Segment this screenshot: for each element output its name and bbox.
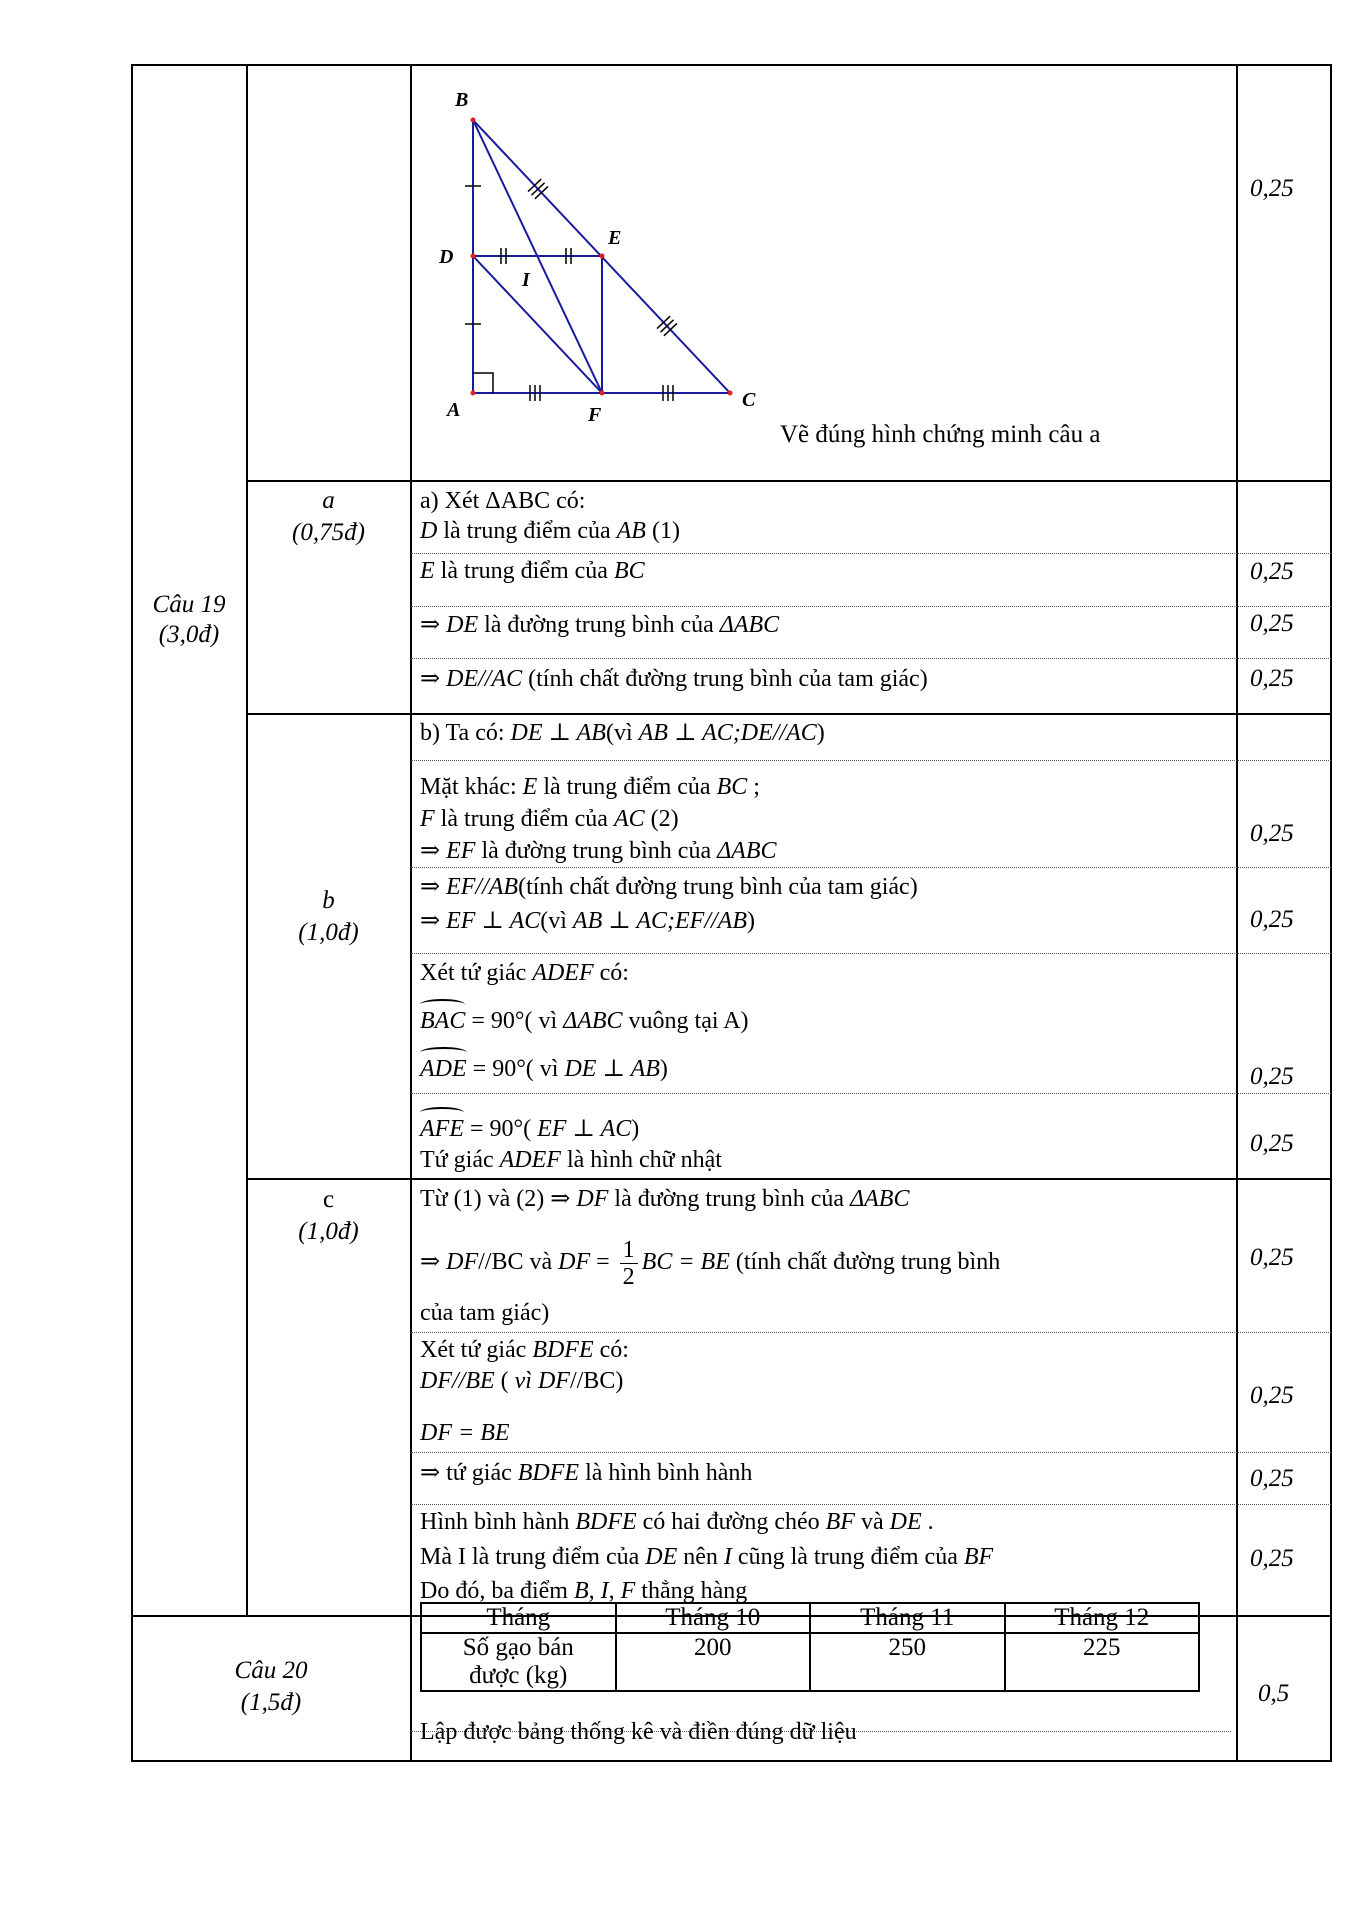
table-cell: 200 [616,1633,811,1691]
part-b-letter: b [322,887,335,914]
c-line-4: Xét tứ giác BDFE có: [420,1337,629,1363]
b-line-1: b) Ta có: DE ⊥ AB(vì AB ⊥ AC;DE//AC) [420,720,825,746]
b-line-9: ADE = 90°( vì DE ⊥ AB) [420,1056,668,1082]
rice-sales-table [420,1602,1200,1692]
table-header: Tháng 12 [1005,1603,1200,1633]
part-c-points: (1,0đ) [298,1218,359,1245]
dotted-sep [411,658,1331,659]
b-score-3: 0,25 [1250,1063,1294,1090]
figure-score: 0,25 [1250,175,1294,202]
part-b-points: (1,0đ) [298,919,359,946]
table-row [421,1603,1199,1633]
point-label-E: E [608,227,622,249]
b-line-7: Xét tứ giác ADEF có: [420,960,629,986]
b-score-2: 0,25 [1250,906,1294,933]
row-sep-a [246,713,1332,715]
right-angle-mark [473,373,493,393]
part-c-label [247,1184,410,1248]
dotted-sep [411,867,1331,868]
table-cell: 250 [810,1633,1005,1691]
c-score-1: 0,25 [1250,1244,1294,1271]
point-label-C: C [742,389,756,411]
dotted-sep [411,1093,1331,1094]
q20-points: (1,5đ) [240,1689,302,1716]
part-a-letter: a [322,487,335,514]
q19-label [132,590,246,650]
dotted-sep [411,606,1331,607]
b-line-6: ⇒ EF ⊥ AC(vì AB ⊥ AC;EF//AB) [420,908,755,934]
frame-bottom [131,1760,1332,1762]
row-sep-b [246,1178,1332,1180]
figure-caption: Vẽ đúng hình chứng minh câu a [780,421,1101,448]
dotted-sep [411,553,1331,554]
a-score-2: 0,25 [1250,610,1294,637]
b-line-3: F là trung điểm của AC (2) [420,806,679,832]
table-row [421,1633,1199,1691]
c-line-8: Hình bình hành BDFE có hai đường chéo BF và DE . [420,1509,934,1535]
dotted-sep [411,953,1331,954]
one-half-fraction: $\frac{1}{2}$ [620,1237,638,1290]
table-header: Tháng 11 [810,1603,1005,1633]
q20-score: 0,5 [1258,1680,1290,1707]
frame-col4 [1236,64,1238,1761]
b-line-4: ⇒ EF là đường trung bình của ΔABC [420,838,777,864]
c-line-6: DF = BE [420,1420,510,1446]
part-b-label [247,885,410,949]
c-line-1: Từ (1) và (2) ⇒ DF là đường trung bình của ΔABC [420,1186,910,1212]
a-line-4: ⇒ DE là đường trung bình của ΔABC [420,612,780,638]
c-score-2: 0,25 [1250,1382,1294,1409]
dotted-sep [411,1504,1331,1505]
dotted-sep [411,1452,1331,1453]
q19-title: Câu 19 [152,591,226,618]
a-score-3: 0,25 [1250,665,1294,692]
c-line-7: ⇒ tứ giác BDFE là hình bình hành [420,1460,753,1486]
table-header: Tháng 10 [616,1603,811,1633]
c-score-3: 0,25 [1250,1465,1294,1492]
b-line-10: AFE = 90°( EF ⊥ AC) [420,1116,640,1142]
q19-points: (3,0đ) [158,621,220,648]
point-label-A: A [447,399,461,421]
point-label-B: B [455,89,469,111]
table-row-label: Số gạo bán được (kg) [421,1633,616,1691]
c-line-5: DF//BE ( vì DF//BC) [420,1368,624,1394]
c-line-9: Mà I là trung điểm của DE nên I cũng là trung điểm của BF [420,1544,994,1570]
point-label-I: I [522,269,530,291]
table-cell: 225 [1005,1633,1200,1691]
part-c-letter: c [322,1186,335,1213]
b-line-2: Mặt khác: E là trung điểm của BC ; [420,774,760,800]
q20-label [132,1655,410,1719]
c-score-4: 0,25 [1250,1545,1294,1572]
a-line-1: a) Xét ΔABC có: [420,488,586,514]
b-line-8: BAC = 90°( vì ΔABC vuông tại A) [420,1008,749,1034]
b-line-11: Tứ giác ADEF là hình chữ nhật [420,1147,722,1173]
a-score-1: 0,25 [1250,558,1294,585]
triangle-figure [411,66,841,436]
q20-title: Câu 20 [234,1657,308,1684]
b-score-1: 0,25 [1250,820,1294,847]
part-a-label [247,485,410,549]
frame-col2 [246,64,248,1616]
c-line-3: của tam giác) [420,1300,550,1326]
b-score-4: 0,25 [1250,1130,1294,1157]
row-sep-figure [246,480,1332,482]
dotted-sep [411,1332,1331,1333]
c-line-10: Do đó, ba điểm B, I, F thẳng hàng [420,1578,748,1604]
frame-right [1330,64,1332,1761]
a-line-2: D là trung điểm của AB (1) [420,518,680,544]
part-a-points: (0,75đ) [292,519,365,546]
b-line-5: ⇒ EF//AB(tính chất đường trung bình của tam giác) [420,874,918,900]
a-line-3: E là trung điểm của BC [420,558,645,584]
q20-caption: Lập được bảng thống kê và điền đúng dữ liệu [420,1719,857,1745]
dotted-sep [411,760,1331,761]
point-label-F: F [588,404,602,426]
frame-left [131,64,133,1761]
table-header: Tháng [421,1603,616,1633]
point-label-D: D [439,246,454,268]
c-line-2: ⇒ DF//BC và DF = $\frac{1}{2}$ BC = BE (tính chất đường trung bình [420,1236,1001,1290]
a-line-5: ⇒ DE//AC (tính chất đường trung bình của tam giác) [420,666,928,692]
